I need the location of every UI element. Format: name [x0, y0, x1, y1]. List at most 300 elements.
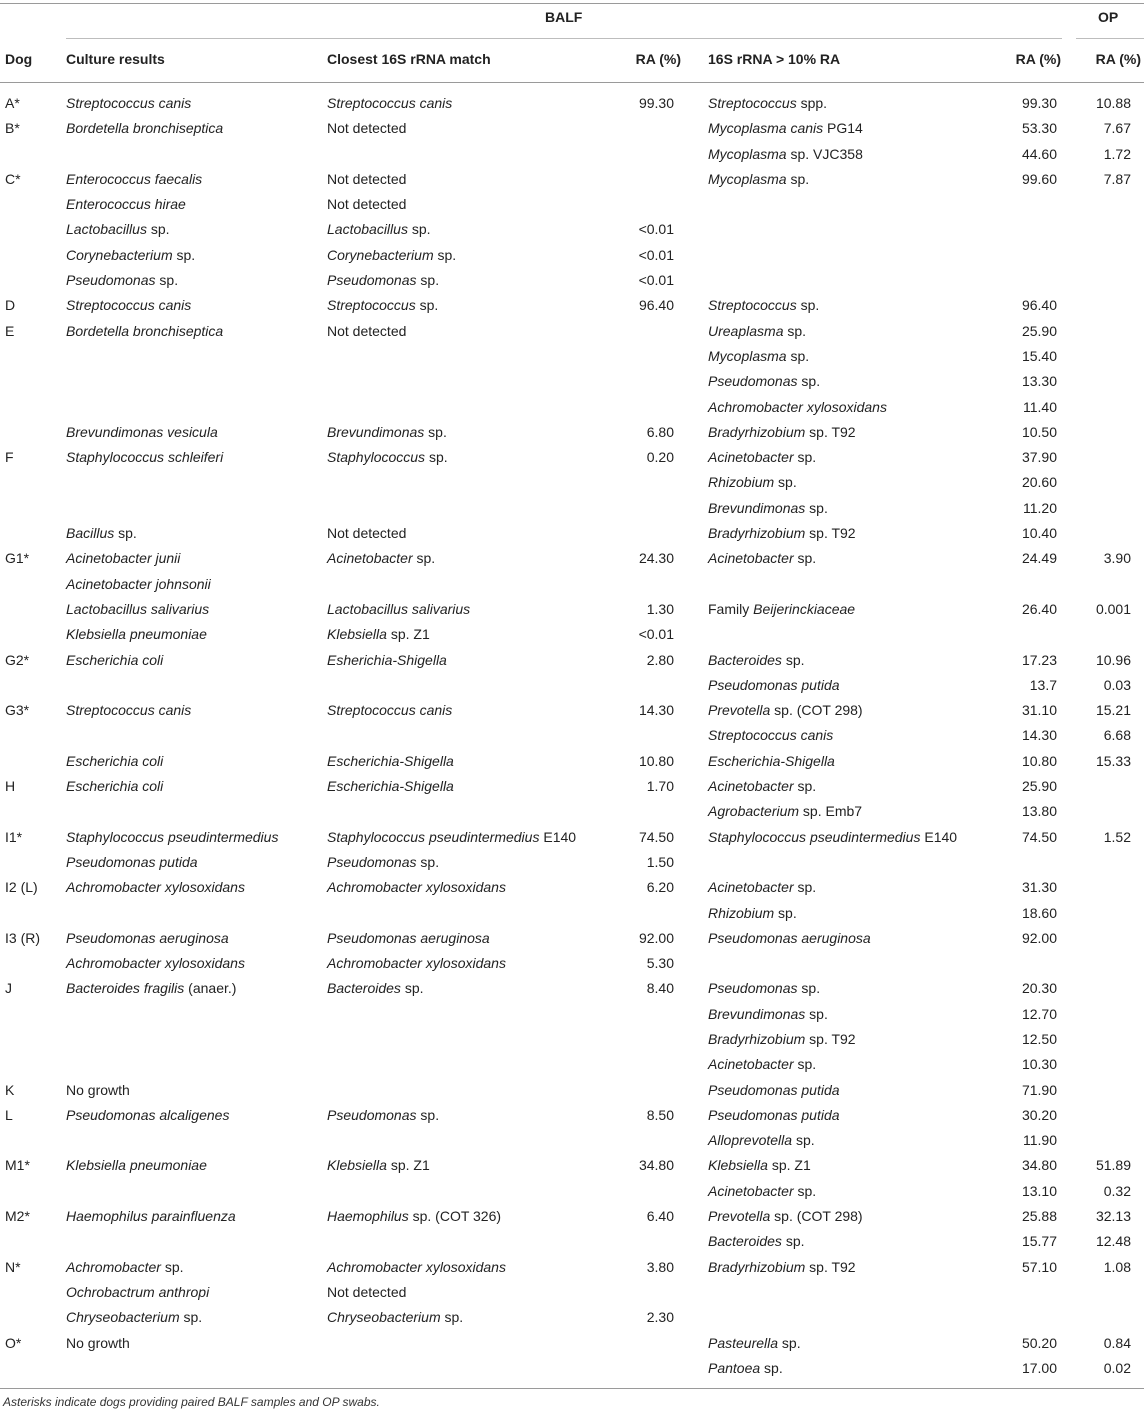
rrna-taxon	[708, 499, 828, 517]
culture-result	[66, 1334, 130, 1352]
balf-group-header: BALF	[545, 9, 583, 25]
text-fragment: E140	[920, 828, 958, 845]
ra-balf-match: 99.30	[638, 95, 674, 111]
text-fragment: sp.	[792, 1132, 815, 1149]
rrna-taxon	[708, 676, 840, 694]
dog-id: N*	[5, 1258, 21, 1275]
closest-match	[327, 322, 406, 340]
ra-balf-match: <0.01	[638, 221, 674, 238]
ra-balf-rrna: 15.77	[1021, 1233, 1057, 1250]
culture-result	[66, 296, 191, 314]
ra-op: 10.88	[1095, 95, 1131, 111]
col-header-culture: Culture results	[66, 51, 165, 67]
text-fragment: Not detected	[327, 120, 407, 137]
table-row	[0, 1204, 1144, 1229]
taxon-name: Streptococcus canis	[66, 95, 192, 111]
table-row	[0, 723, 1144, 748]
table-row	[0, 167, 1144, 192]
taxon-name: Chryseobacterium	[66, 1309, 180, 1326]
text-fragment: E140	[539, 828, 577, 845]
taxon-name: Streptococcus	[708, 297, 797, 314]
closest-match	[327, 170, 406, 188]
taxon-name: Escherichia-Shigella	[327, 778, 454, 795]
taxon-name: Lactobacillus	[66, 221, 147, 238]
closest-match	[327, 246, 456, 264]
dog-id: G2*	[5, 651, 30, 668]
text-fragment: sp. Emb7	[799, 803, 863, 820]
ra-op: 1.72	[1103, 145, 1131, 162]
taxon-name: Rhizobium	[708, 904, 775, 921]
rrna-taxon	[708, 145, 863, 163]
taxon-name: Pseudomonas putida	[66, 853, 198, 870]
rrna-taxon	[708, 651, 805, 669]
taxon-name: Klebsiella pneumoniae	[66, 1157, 207, 1174]
ra-op: 7.67	[1103, 120, 1131, 137]
culture-result	[66, 954, 245, 972]
taxon-name: Klebsiella	[327, 626, 387, 643]
ra-balf-rrna: 30.20	[1021, 1106, 1057, 1123]
text-fragment: sp. Z1	[767, 1157, 811, 1174]
culture-result	[66, 1207, 236, 1225]
text-fragment: sp.	[416, 853, 440, 870]
rrna-taxon	[708, 1030, 856, 1048]
top-rule	[0, 3, 1144, 4]
ra-balf-rrna: 20.30	[1021, 980, 1057, 997]
ra-balf-match: 92.00	[638, 929, 674, 946]
closest-match	[327, 954, 506, 972]
text-fragment: sp.	[415, 297, 439, 314]
ra-balf-match: <0.01	[638, 272, 674, 289]
ra-balf-rrna: 71.90	[1021, 1081, 1057, 1098]
text-fragment: sp.	[774, 474, 797, 491]
table-row	[0, 116, 1144, 141]
taxon-name: Klebsiella	[708, 1157, 768, 1174]
dog-id: J	[5, 980, 12, 997]
ra-balf-rrna: 13.80	[1021, 803, 1057, 820]
table-row	[0, 1052, 1144, 1077]
text-fragment: sp.	[412, 550, 436, 567]
taxon-name: Bradyrhizobium	[708, 423, 806, 440]
culture-result	[66, 549, 180, 567]
ra-balf-rrna: 34.80	[1021, 1157, 1057, 1174]
culture-result	[66, 878, 245, 896]
rrna-taxon	[708, 448, 816, 466]
ra-balf-rrna: 24.49	[1021, 550, 1057, 567]
taxon-name: Pseudomonas alcaligenes	[66, 1106, 230, 1123]
ra-balf-match: 3.80	[646, 1258, 674, 1275]
table-row	[0, 875, 1144, 900]
taxon-name: Pasteurella	[708, 1334, 779, 1351]
culture-result	[66, 1258, 184, 1276]
culture-result	[66, 625, 207, 643]
table-row	[0, 749, 1144, 774]
rrna-taxon	[708, 322, 806, 340]
dog-id: B*	[5, 120, 20, 137]
dog-id: O*	[5, 1334, 22, 1351]
table-row	[0, 1331, 1144, 1356]
taxon-name: Bacteroides	[708, 1233, 782, 1250]
text-fragment: sp.	[440, 1309, 464, 1326]
ra-balf-rrna: 10.40	[1021, 525, 1057, 542]
table-row	[0, 1078, 1144, 1103]
taxon-name: Escherichia coli	[66, 651, 164, 668]
table-row	[0, 192, 1144, 217]
ra-balf-match: 24.30	[638, 550, 674, 567]
rrna-taxon	[708, 1005, 828, 1023]
ra-balf-match: 14.30	[638, 702, 674, 719]
taxon-name: Rhizobium	[708, 474, 775, 491]
taxon-name: Streptococcus canis	[66, 297, 192, 314]
rrna-taxon	[708, 752, 835, 770]
taxon-name: Bacteroides	[327, 980, 401, 997]
ra-balf-rrna: 25.90	[1021, 322, 1057, 339]
ra-balf-rrna: 14.30	[1021, 727, 1057, 744]
table-row	[0, 1027, 1144, 1052]
taxon-name: Streptococcus	[708, 95, 797, 111]
culture-result	[66, 322, 223, 340]
ra-balf-rrna: 99.30	[1021, 95, 1057, 111]
taxon-name: Achromobacter xylosoxidans	[66, 955, 245, 972]
dog-id: M2*	[5, 1208, 30, 1225]
ra-balf-match: 6.80	[646, 423, 674, 440]
table-row	[0, 622, 1144, 647]
rrna-taxon	[708, 524, 856, 542]
taxon-name: Staphylococcus pseudintermedius	[708, 828, 921, 845]
rrna-taxon	[708, 726, 833, 744]
text-fragment: sp.	[786, 347, 810, 364]
rrna-taxon	[708, 398, 887, 416]
col-header-ra-op: RA (%)	[1095, 51, 1141, 67]
table-row	[0, 268, 1144, 293]
taxon-name: Enterococcus hirae	[66, 196, 186, 213]
rrna-taxon	[708, 878, 816, 896]
text-fragment: sp.	[781, 651, 805, 668]
ra-balf-rrna: 12.70	[1021, 1005, 1057, 1022]
taxon-name: Ureaplasma	[708, 322, 784, 339]
rrna-taxon	[708, 1182, 816, 1200]
text-fragment: sp.	[778, 1334, 801, 1351]
closest-match	[327, 878, 506, 896]
taxon-name: Mycoplasma	[708, 347, 787, 364]
ra-balf-rrna: 57.10	[1021, 1258, 1057, 1275]
text-fragment: sp.	[424, 423, 447, 440]
table-row	[0, 976, 1144, 1001]
ra-op: 32.13	[1095, 1208, 1131, 1225]
ra-balf-rrna: 10.80	[1021, 752, 1057, 769]
ra-balf-match: 6.40	[646, 1208, 674, 1225]
taxon-name: Achromobacter xylosoxidans	[66, 879, 245, 896]
dog-id: C*	[5, 170, 21, 187]
taxon-name: Pseudomonas	[66, 272, 156, 289]
text-fragment: sp. (COT 298)	[770, 702, 863, 719]
table-row	[0, 825, 1144, 850]
closest-match	[327, 625, 430, 643]
culture-result	[66, 575, 211, 593]
text-fragment: Not detected	[327, 525, 407, 542]
taxon-name: Prevotella	[708, 1208, 771, 1225]
col-header-ra-balf-match: RA (%)	[635, 51, 681, 67]
taxon-name: Mycoplasma canis	[708, 120, 824, 137]
rrna-taxon	[708, 94, 827, 112]
ra-balf-rrna: 37.90	[1021, 449, 1057, 466]
closest-match	[327, 1258, 506, 1276]
culture-result	[66, 423, 218, 441]
text-fragment: sp. Z1	[386, 1157, 430, 1174]
ra-balf-rrna: 31.30	[1021, 879, 1057, 896]
taxon-name: Brevundimonas vesicula	[66, 423, 218, 440]
ra-balf-match: 34.80	[638, 1157, 674, 1174]
text-fragment: sp.	[805, 1005, 828, 1022]
table-row	[0, 445, 1144, 470]
taxon-name: Pseudomonas putida	[708, 1106, 840, 1123]
text-fragment: sp.	[793, 778, 817, 795]
taxon-name: Ochrobactrum anthropi	[66, 1283, 210, 1300]
text-fragment: sp.	[797, 980, 821, 997]
taxon-name: Lactobacillus salivarius	[327, 600, 471, 617]
table-row	[0, 319, 1144, 344]
taxon-name: Beijerinckiaceae	[753, 600, 856, 617]
taxon-name: Streptococcus canis	[66, 702, 192, 719]
closest-match	[327, 549, 435, 567]
table-row	[0, 1153, 1144, 1178]
text-fragment: sp. (COT 298)	[770, 1208, 863, 1225]
rrna-taxon	[708, 170, 809, 188]
taxon-name: Klebsiella pneumoniae	[66, 626, 207, 643]
ra-balf-match: 74.50	[638, 828, 674, 845]
footnote: Asterisks indicate dogs providing paired BALF samples and OP swabs.	[3, 1395, 380, 1409]
table-row	[0, 850, 1144, 875]
text-fragment: spp.	[796, 95, 828, 111]
culture-result	[66, 119, 223, 137]
ra-balf-rrna: 44.60	[1021, 145, 1057, 162]
ra-op: 6.68	[1103, 727, 1131, 744]
closest-match	[327, 701, 452, 719]
ra-op: 0.84	[1103, 1334, 1131, 1351]
taxon-name: Lactobacillus	[327, 221, 408, 238]
rrna-taxon	[708, 1207, 863, 1225]
culture-result	[66, 929, 229, 947]
dog-id: H	[5, 778, 16, 795]
taxon-name: Pseudomonas	[327, 1106, 417, 1123]
text-fragment: sp.	[793, 1182, 817, 1199]
taxon-name: Achromobacter xylosoxidans	[708, 398, 887, 415]
rrna-taxon	[708, 904, 797, 922]
rrna-taxon	[708, 828, 957, 846]
table-row	[0, 395, 1144, 420]
table-row	[0, 799, 1144, 824]
rrna-taxon	[708, 549, 816, 567]
table-row	[0, 1280, 1144, 1305]
taxon-name: Pantoea	[708, 1359, 761, 1376]
ra-balf-rrna: 11.20	[1023, 499, 1057, 516]
culture-result	[66, 752, 163, 770]
ra-balf-rrna: 17.23	[1021, 651, 1057, 668]
text-fragment: sp. (COT 326)	[408, 1208, 502, 1225]
ra-balf-match: 2.80	[646, 651, 674, 668]
culture-result	[66, 701, 191, 719]
ra-op: 12.48	[1095, 1233, 1131, 1250]
culture-result	[66, 1308, 202, 1326]
text-fragment: sp.	[774, 904, 797, 921]
culture-result	[66, 853, 198, 871]
rrna-taxon	[708, 347, 809, 365]
text-fragment: sp.	[793, 449, 817, 466]
taxon-name: Escherichia coli	[66, 778, 164, 795]
rrna-taxon	[708, 777, 816, 795]
taxon-name: Acinetobacter	[708, 550, 794, 567]
ra-balf-rrna: 26.40	[1021, 600, 1057, 617]
text-fragment: sp.	[797, 373, 821, 390]
table-row	[0, 597, 1144, 622]
text-fragment: sp.	[760, 1359, 783, 1376]
table-row	[0, 91, 1144, 116]
taxon-name: Pseudomonas putida	[708, 1081, 840, 1098]
text-fragment: sp.	[425, 449, 448, 466]
culture-result	[66, 1106, 229, 1124]
text-fragment: sp.	[146, 221, 170, 238]
text-fragment: sp.	[416, 1106, 440, 1123]
table-row	[0, 648, 1144, 673]
table-body	[0, 91, 1144, 1381]
taxon-name: Haemophilus parainfluenza	[66, 1208, 236, 1225]
taxon-name: Corynebacterium	[327, 246, 434, 263]
closest-match	[327, 220, 431, 238]
table-row	[0, 774, 1144, 799]
ra-op: 15.21	[1095, 702, 1131, 719]
rrna-taxon	[708, 1258, 856, 1276]
taxon-name: Escherichia-Shigella	[327, 752, 454, 769]
rrna-taxon	[708, 600, 855, 618]
ra-balf-match: <0.01	[638, 246, 674, 263]
taxon-name: Bacillus	[66, 525, 115, 542]
taxon-name: Achromobacter xylosoxidans	[327, 1258, 506, 1275]
col-header-rrna: 16S rRNA > 10% RA	[708, 51, 841, 67]
table-row	[0, 142, 1144, 167]
rrna-taxon	[708, 372, 820, 390]
taxon-name: Pseudomonas aeruginosa	[66, 929, 229, 946]
closest-match	[327, 979, 424, 997]
table-row	[0, 1128, 1144, 1153]
dog-id: D	[5, 297, 16, 314]
dog-id: F	[5, 449, 14, 466]
culture-result	[66, 195, 186, 213]
taxon-name: Escherichia-Shigella	[708, 752, 835, 769]
taxon-name: Pseudomonas	[327, 853, 417, 870]
culture-result	[66, 600, 209, 618]
table-row	[0, 369, 1144, 394]
taxon-name: Staphylococcus pseudintermedius	[327, 828, 540, 845]
rrna-taxon	[708, 1334, 801, 1352]
taxon-name: Pseudomonas	[327, 272, 417, 289]
table-row	[0, 1305, 1144, 1330]
ra-balf-match: 1.70	[646, 778, 674, 795]
ra-balf-match: 8.50	[646, 1106, 674, 1123]
culture-result	[66, 524, 137, 542]
taxon-name: Achromobacter xylosoxidans	[327, 955, 506, 972]
culture-result	[66, 220, 170, 238]
taxon-name: Pseudomonas	[708, 980, 798, 997]
ra-balf-rrna: 10.30	[1021, 1056, 1057, 1073]
text-fragment: sp. VJC358	[786, 145, 863, 162]
taxon-name: Lactobacillus salivarius	[66, 600, 210, 617]
dog-id: G3*	[5, 702, 30, 719]
rrna-taxon	[708, 1232, 805, 1250]
dog-id: A*	[5, 95, 20, 111]
text-fragment: (anaer.)	[184, 980, 237, 997]
ra-balf-rrna: 10.50	[1021, 423, 1057, 440]
culture-result	[66, 448, 223, 466]
culture-result	[66, 828, 278, 846]
table-row	[0, 344, 1144, 369]
table-row	[0, 673, 1144, 698]
text-fragment: Family	[708, 600, 754, 617]
ra-op: 1.52	[1103, 828, 1131, 845]
text-fragment: Not detected	[327, 1283, 407, 1300]
text-fragment: PG14	[823, 120, 863, 137]
table-row	[0, 1179, 1144, 1204]
ra-balf-rrna: 13.10	[1021, 1182, 1057, 1199]
table-row	[0, 521, 1144, 546]
taxon-name: Staphylococcus pseudintermedius	[66, 828, 279, 845]
dog-id: K	[5, 1081, 15, 1098]
taxon-name: Escherichia coli	[66, 752, 164, 769]
table-row	[0, 420, 1144, 445]
rrna-taxon	[708, 423, 856, 441]
closest-match	[327, 524, 406, 542]
table-row	[0, 546, 1144, 571]
table-row	[0, 1255, 1144, 1280]
ra-balf-rrna: 13.7	[1029, 676, 1057, 693]
ra-op: 51.89	[1095, 1157, 1131, 1174]
closest-match	[327, 296, 438, 314]
dog-id: L	[5, 1106, 13, 1123]
rrna-taxon	[708, 1081, 840, 1099]
taxon-name: Achromobacter	[66, 1258, 161, 1275]
taxon-name: Mycoplasma	[708, 170, 787, 187]
ra-op: 0.02	[1103, 1359, 1131, 1376]
ra-op: 0.32	[1103, 1182, 1131, 1199]
closest-match	[327, 1156, 430, 1174]
ra-balf-rrna: 18.60	[1021, 904, 1057, 921]
ra-balf-rrna: 99.60	[1021, 170, 1057, 187]
rrna-taxon	[708, 1055, 816, 1073]
rrna-taxon	[708, 802, 862, 820]
taxon-name: Bordetella bronchiseptica	[66, 322, 224, 339]
rrna-taxon	[708, 119, 863, 137]
closest-match	[327, 94, 452, 112]
text-fragment: sp.	[400, 980, 424, 997]
text-fragment: sp.	[796, 297, 820, 314]
ra-op: 0.001	[1095, 600, 1131, 617]
ra-balf-rrna: 96.40	[1021, 297, 1057, 314]
taxon-name: Acinetobacter johnsonii	[66, 575, 211, 592]
text-fragment: sp.	[416, 272, 440, 289]
col-header-dog: Dog	[5, 51, 33, 67]
closest-match	[327, 1106, 439, 1124]
rrna-taxon	[708, 1106, 840, 1124]
taxon-name: Corynebacterium	[66, 246, 173, 263]
header-rule	[0, 82, 1144, 83]
ra-balf-rrna: 13.30	[1021, 373, 1057, 390]
taxon-name: Streptococcus	[327, 297, 416, 314]
taxon-name: Chryseobacterium	[327, 1309, 441, 1326]
rrna-taxon	[708, 473, 797, 491]
rrna-taxon	[708, 979, 820, 997]
text-fragment: Not detected	[327, 170, 407, 187]
taxon-name: Mycoplasma	[708, 145, 787, 162]
ra-balf-match: 2.30	[646, 1309, 674, 1326]
ra-op: 15.33	[1095, 752, 1131, 769]
